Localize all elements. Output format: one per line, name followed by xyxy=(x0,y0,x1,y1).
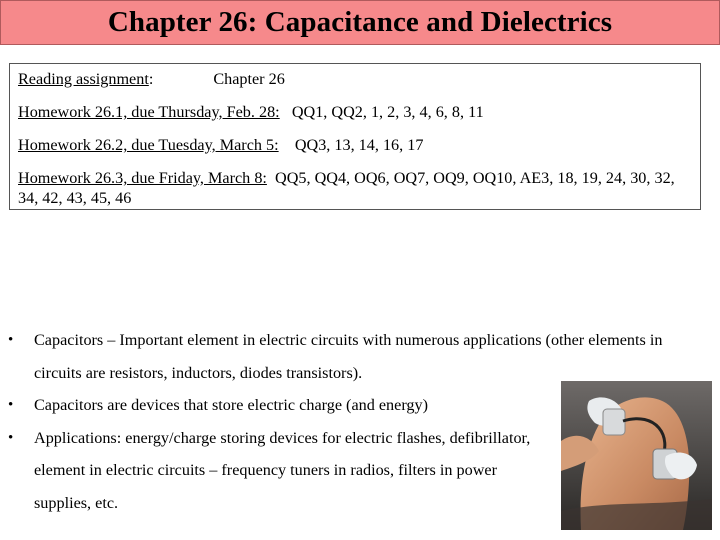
reading-assignment-line xyxy=(18,69,692,89)
homework-26-1-problems: QQ1, QQ2, 1, 2, 3, 4, 6, 8, 11 xyxy=(291,103,484,121)
bullet-item-store-charge xyxy=(8,389,574,422)
reading-assignment-colon: : xyxy=(148,70,154,88)
bullet-text: Capacitors – Important element in electric circuits with numerous applications (other elements in circuits are resistors, inductors, diodes transistors). xyxy=(34,331,663,382)
title-bar xyxy=(0,0,720,45)
bullet-text: Capacitors are devices that store electric charge (and energy) xyxy=(34,396,429,414)
reading-assignment-label: Reading assignment xyxy=(18,70,149,88)
bullet-item-applications xyxy=(8,422,544,520)
assignment-box xyxy=(9,63,701,210)
defibrillator-photo xyxy=(561,381,712,530)
bullet-dot: • xyxy=(8,332,14,348)
bullet-item-capacitors xyxy=(8,324,674,389)
bullet-dot: • xyxy=(8,397,14,413)
bullet-dot: • xyxy=(8,429,14,446)
homework-26-2-problems: QQ3, 13, 14, 16, 17 xyxy=(294,136,424,154)
homework-26-2-line xyxy=(18,135,692,155)
reading-assignment-value: Chapter 26 xyxy=(213,70,285,88)
homework-26-3-problems: QQ5, QQ4, OQ6, OQ7, OQ9, OQ10, AE3, 18, 19, 24, 30, 32, 34, 42, 43, 45, 46 xyxy=(18,169,675,207)
slide-title: Chapter 26: Capacitance and Dielectrics xyxy=(107,6,613,38)
bullet-text: Applications: energy/charge storing devices for electric flashes, defibrillator, element in electric circuits – frequency tuners in radios, filters in power supplies, etc. xyxy=(34,428,531,512)
homework-26-3-line xyxy=(18,168,692,208)
homework-26-2-label: Homework 26.2, due Tuesday, March 5: xyxy=(18,136,279,154)
homework-26-1-line xyxy=(18,102,692,122)
homework-26-1-label: Homework 26.1, due Thursday, Feb. 28: xyxy=(18,103,280,121)
homework-26-3-label: Homework 26.3, due Friday, March 8: xyxy=(18,169,267,187)
